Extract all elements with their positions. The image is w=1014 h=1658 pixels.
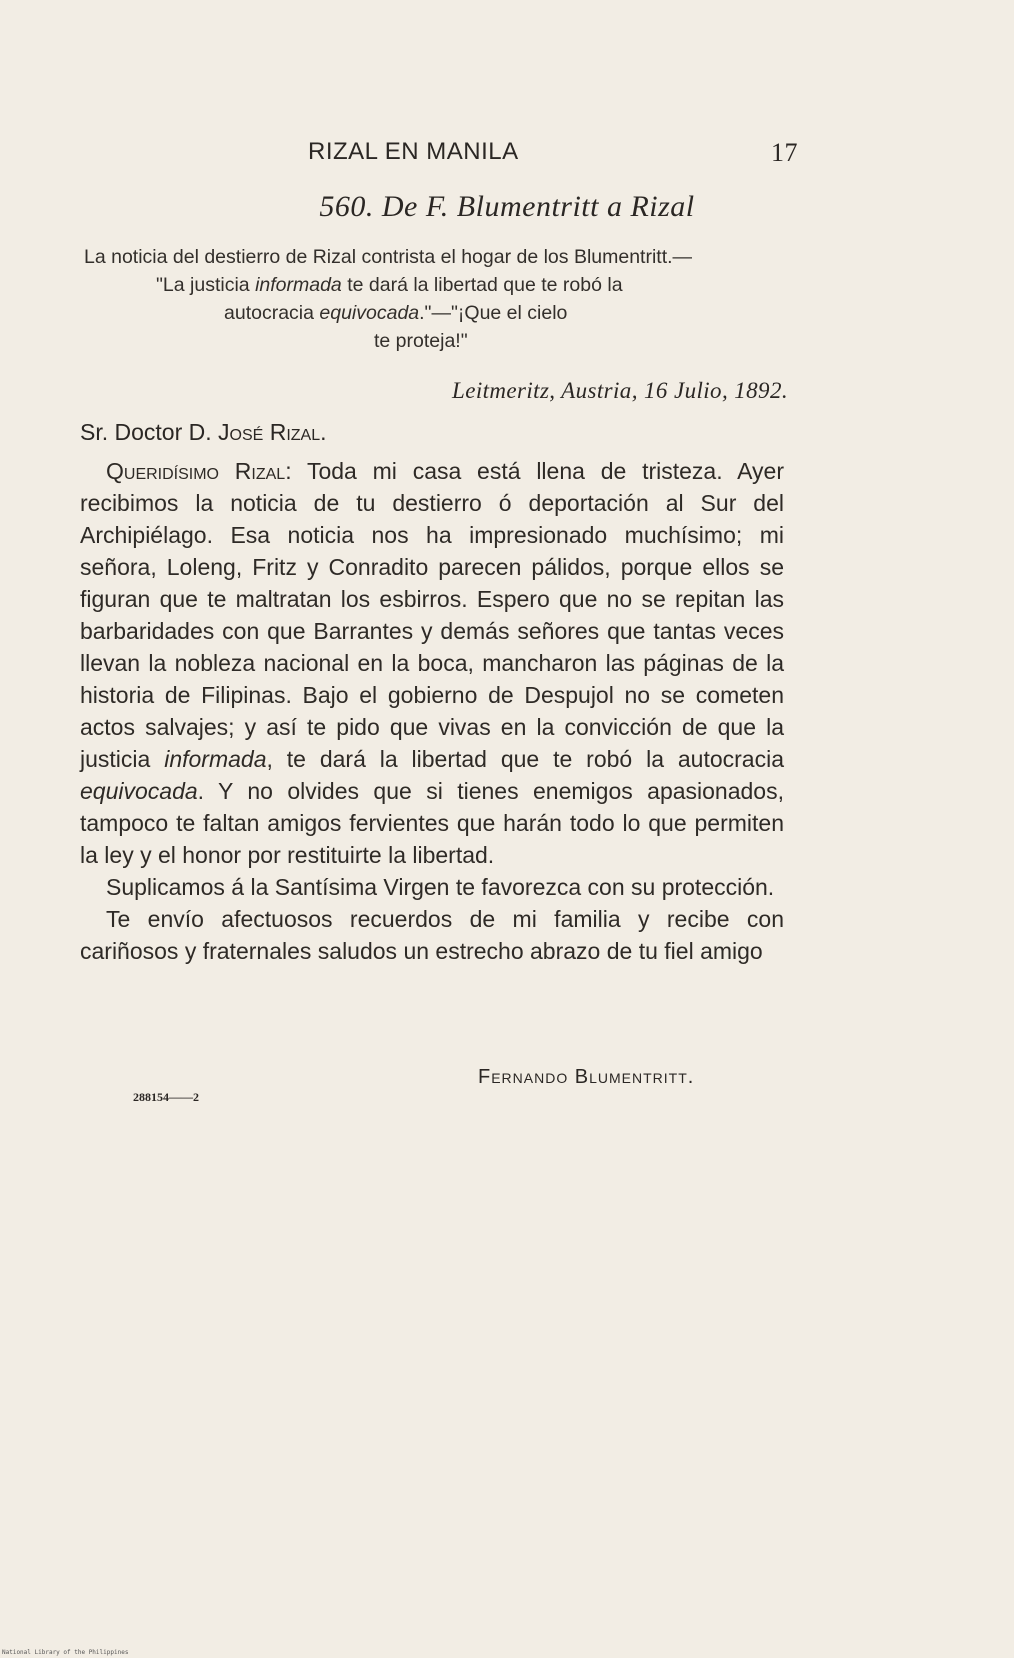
body-paragraph: Te envío afectuosos recuerdos de mi familia y recibe con cariñosos y fraternales saludos un estrecho abrazo de tu fiel amigo	[80, 906, 784, 964]
summary-line: La noticia del destierro de Rizal contrista el hogar de los Blumentritt.—	[84, 246, 693, 268]
letter-body	[80, 455, 784, 967]
summary-line: autocracia equivocada."—"¡Que el cielo	[224, 302, 568, 324]
body-paragraph: Queridísimo Rizal: Toda mi casa está llena de tristeza. Ayer recibimos la noticia de tu destierro ó deportación al Sur del Archipiélago. Esa noticia nos ha impresionado muchísimo; mi señora, Loleng, Fritz y Conradito parecen pálidos, porque ellos se figuran que te maltratan los esbirros. Espero que no se repitan las barbaridades con que Barrantes y demás señores que tantas veces llevan la nobleza nacional en la boca, mancharon las páginas de la historia de Filipinas. Bajo el gobierno de Despujol no se cometen actos salvajes; y así te pido que vivas en la convicción de que la justicia informada, te dará la libertad que te robó la autocracia equivocada. Y no olvides que si tienes enemigos apasionados, tampoco te faltan amigos fervientes que harán todo lo que permiten la ley y el honor por restituirte la libertad.	[80, 458, 785, 868]
addressee: Sr. Doctor D. José Rizal.	[80, 419, 327, 445]
salutation: Queridísimo Rizal	[106, 458, 286, 484]
print-code: 288154——2	[133, 1090, 199, 1104]
letter-heading: 560. De F. Blumentritt a Rizal	[319, 190, 695, 223]
body-paragraph: Suplicamos á la Santísima Virgen te favorezca con su protección.	[106, 874, 775, 900]
running-title: RIZAL EN MANILA	[308, 138, 519, 165]
summary-line: "La justicia informada te dará la libertad que te robó la	[156, 274, 623, 296]
summary-line: te proteja!"	[374, 330, 468, 352]
letter-summary	[84, 243, 784, 355]
footer-credit: National Library of the Philippines	[2, 1649, 129, 1656]
page-number: 17	[771, 138, 798, 167]
dateline: Leitmeritz, Austria, 16 Julio, 1892.	[452, 378, 788, 403]
signature: Fernando Blumentritt.	[478, 1066, 695, 1088]
